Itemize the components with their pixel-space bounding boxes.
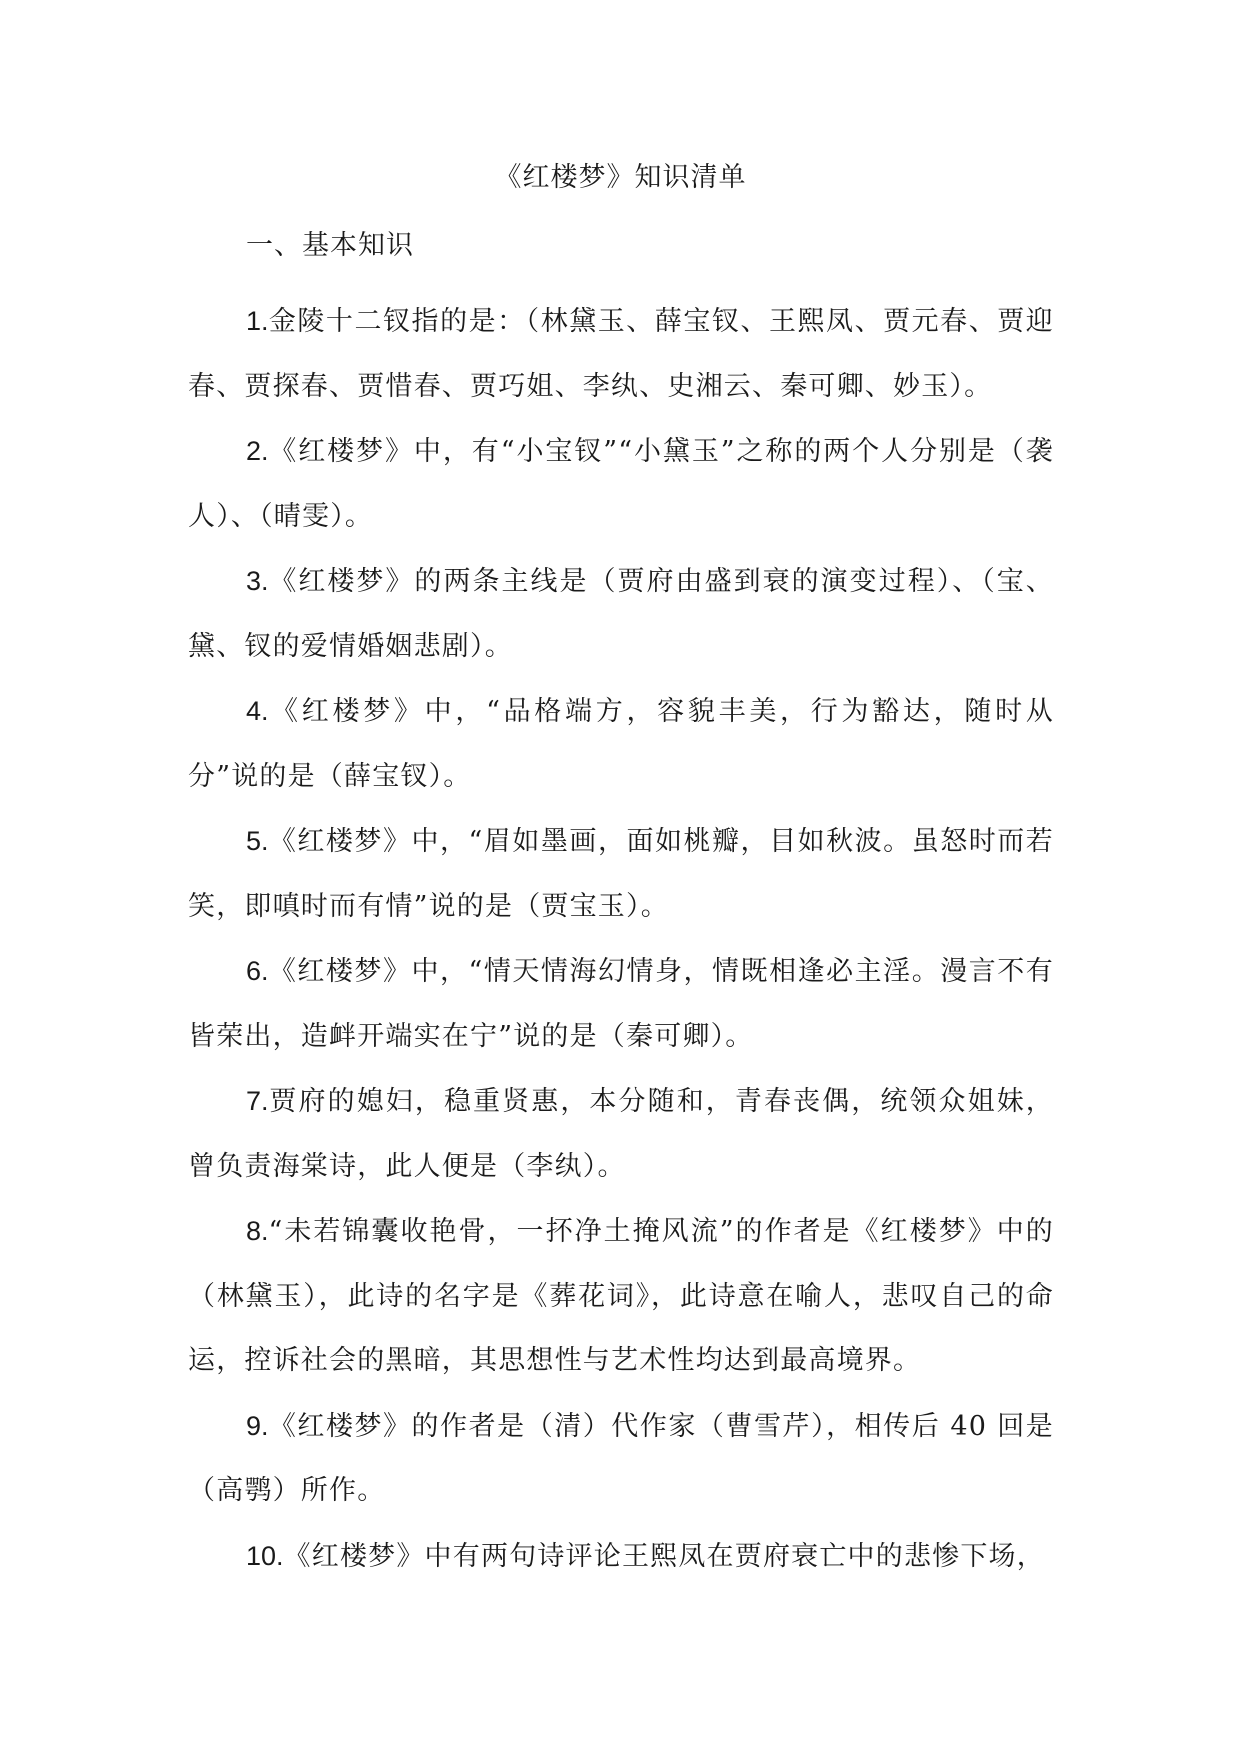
item-number: 4. xyxy=(246,696,269,726)
item-number: 3. xyxy=(246,566,269,596)
item-number: 7. xyxy=(246,1086,269,1116)
item-number: 9. xyxy=(246,1410,269,1441)
section-heading: 一、基本知识 xyxy=(246,230,414,261)
list-item xyxy=(188,419,1054,549)
item-text: 《红楼梦》中有两句诗评论王熙凤在贾府衰亡中的悲惨下场， xyxy=(283,1540,1045,1572)
item-text: 《红楼梦》中，“眉如墨画，面如桃瓣，目如秋波。虽怒时而若笑，即嗔时而有情”说的是（贾宝玉）。 xyxy=(188,826,1054,922)
item-number: 2. xyxy=(246,436,269,466)
item-text: “未若锦囊收艳骨，一抔净土掩风流”的作者是《红楼梦》中的（林黛玉），此诗的名字是《葬花词》，此诗意在喻人，悲叹自己的命运，控诉社会的黑暗，其思想性与艺术性均达到最高境界。 xyxy=(188,1216,1054,1376)
item-number: 5. xyxy=(246,826,269,856)
list-item xyxy=(188,809,1054,939)
list-item xyxy=(188,1524,1054,1590)
list-item xyxy=(188,549,1054,679)
item-text: 《红楼梦》的作者是（清）代作家（曹雪芹），相传后 40 回是（高鹗）所作。 xyxy=(188,1410,1054,1506)
list-item xyxy=(188,1069,1054,1199)
item-number: 10. xyxy=(246,1540,284,1571)
list-item xyxy=(188,939,1054,1069)
item-number: 1. xyxy=(246,306,269,336)
document-title: 《红楼梦》知识清单 xyxy=(494,162,747,193)
item-text: 《红楼梦》的两条主线是（贾府由盛到衰的演变过程）、（宝、黛、钗的爱情婚姻悲剧）。 xyxy=(188,566,1054,662)
list-item xyxy=(188,1394,1054,1524)
item-text: 贾府的媳妇，稳重贤惠，本分随和，青春丧偶，统领众姐妹，曾负责海棠诗，此人便是（李纨）。 xyxy=(188,1086,1054,1182)
item-text: 《红楼梦》中，“情天情海幻情身，情既相逢必主淫。漫言不有皆荣出，造衅开端实在宁”说的是（秦可卿）。 xyxy=(188,956,1054,1052)
item-text: 《红楼梦》中，有“小宝钗”“小黛玉”之称的两个人分别是（袭人）、（晴雯）。 xyxy=(188,436,1054,532)
item-text: 金陵十二钗指的是：（林黛玉、薛宝钗、王熙凤、贾元春、贾迎春、贾探春、贾惜春、贾巧姐、李纨、史湘云、秦可卿、妙玉）。 xyxy=(188,306,1054,402)
item-text: 《红楼梦》中，“品格端方，容貌丰美，行为豁达，随时从分”说的是（薛宝钗）。 xyxy=(188,696,1054,792)
list-item xyxy=(188,289,1054,419)
item-number: 8. xyxy=(246,1216,269,1246)
list-item xyxy=(188,1199,1054,1394)
knowledge-list xyxy=(188,289,1054,1589)
item-number: 6. xyxy=(246,956,269,986)
list-item xyxy=(188,679,1054,809)
